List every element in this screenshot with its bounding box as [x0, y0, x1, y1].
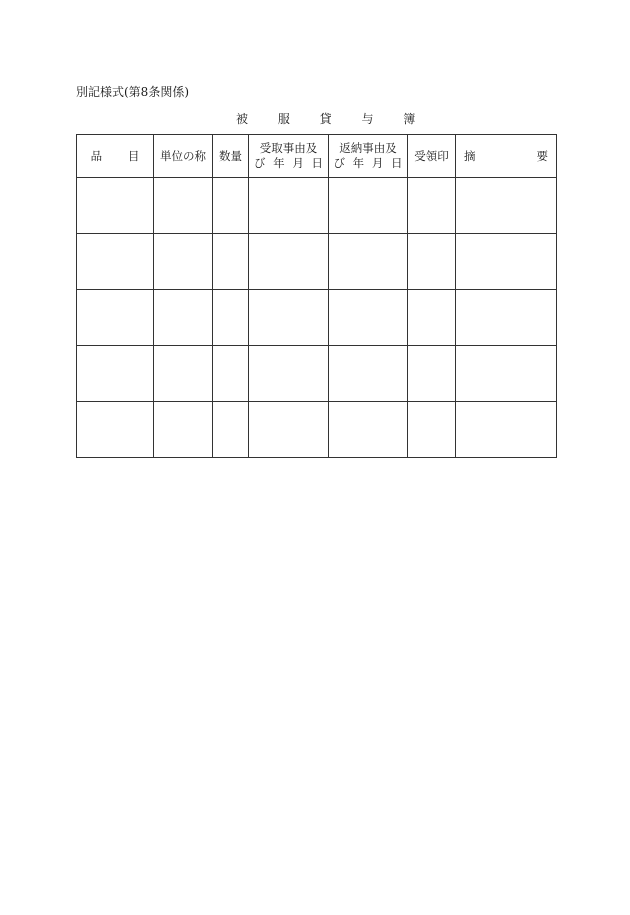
header-return-line1: 返納事由及 [339, 141, 397, 155]
clothing-loan-ledger-table [76, 134, 557, 458]
cell-return[interactable] [329, 402, 408, 458]
cell-quantity[interactable] [213, 290, 249, 346]
cell-receipt[interactable] [249, 290, 329, 346]
header-receipt-reason-date [249, 135, 329, 178]
table-row [77, 178, 557, 234]
cell-unit-name[interactable] [154, 402, 213, 458]
cell-remarks[interactable] [456, 402, 557, 458]
header-receipt-line1: 受取事由及 [259, 141, 318, 155]
header-remarks-left: 摘 [464, 148, 476, 163]
cell-remarks[interactable] [456, 178, 557, 234]
cell-item[interactable] [77, 234, 154, 290]
cell-quantity[interactable] [213, 346, 249, 402]
header-return-line2: び 年 月 日 [333, 156, 403, 170]
cell-seal[interactable] [408, 402, 456, 458]
cell-return[interactable] [329, 346, 408, 402]
cell-unit-name[interactable] [154, 346, 213, 402]
cell-return[interactable] [329, 234, 408, 290]
cell-receipt[interactable] [249, 178, 329, 234]
cell-seal[interactable] [408, 178, 456, 234]
cell-unit-name[interactable] [154, 178, 213, 234]
cell-receipt[interactable] [249, 234, 329, 290]
cell-quantity[interactable] [213, 402, 249, 458]
cell-seal[interactable] [408, 346, 456, 402]
cell-seal[interactable] [408, 290, 456, 346]
header-quantity: 数量 [213, 135, 249, 178]
cell-remarks[interactable] [456, 346, 557, 402]
table-row [77, 234, 557, 290]
cell-remarks[interactable] [456, 290, 557, 346]
header-receipt-seal: 受領印 [408, 135, 456, 178]
table-row [77, 290, 557, 346]
cell-seal[interactable] [408, 234, 456, 290]
header-remarks-right: 要 [536, 148, 548, 163]
header-return-reason-date [329, 135, 408, 178]
header-receipt-line2: び 年 月 日 [254, 156, 323, 170]
cell-return[interactable] [329, 290, 408, 346]
header-row [77, 135, 557, 178]
cell-unit-name[interactable] [154, 234, 213, 290]
cell-item[interactable] [77, 290, 154, 346]
table-row [77, 346, 557, 402]
cell-receipt[interactable] [249, 346, 329, 402]
cell-return[interactable] [329, 178, 408, 234]
header-unit-name: 単位の称 [154, 135, 213, 178]
cell-item[interactable] [77, 178, 154, 234]
cell-quantity[interactable] [213, 178, 249, 234]
header-remarks [456, 135, 557, 178]
cell-remarks[interactable] [456, 234, 557, 290]
cell-item[interactable] [77, 402, 154, 458]
cell-item[interactable] [77, 346, 154, 402]
table-row [77, 402, 557, 458]
document-title: 被 服 貸 与 簿 [236, 112, 416, 126]
cell-quantity[interactable] [213, 234, 249, 290]
cell-receipt[interactable] [249, 402, 329, 458]
header-item [77, 135, 154, 178]
cell-unit-name[interactable] [154, 290, 213, 346]
form-reference: 別記様式(第8条関係) [76, 85, 189, 99]
header-item-label: 品 目 [90, 148, 140, 163]
